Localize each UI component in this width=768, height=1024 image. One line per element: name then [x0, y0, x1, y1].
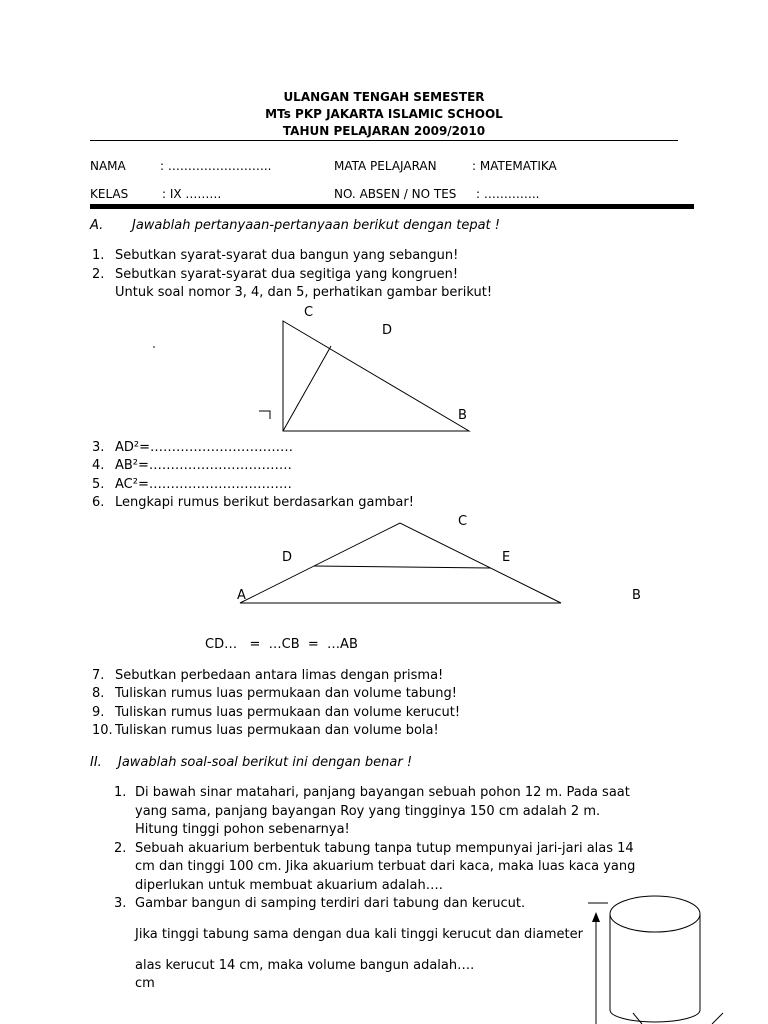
q8-number: 8.: [92, 686, 105, 701]
similarity-formula: CD… = …CB = …AB: [205, 637, 358, 652]
kelas-label: KELAS: [90, 187, 129, 201]
fig1-label-b: B: [458, 408, 467, 423]
essay3-line: alas kerucut 14 cm, maka volume bangun adalah….: [135, 958, 475, 973]
q2-text: Sebutkan syarat-syarat dua segitiga yang kongruen!: [115, 267, 459, 282]
q4-number: 4.: [92, 458, 105, 473]
fig2-label-b: B: [632, 588, 641, 603]
essay3-line: cm: [135, 976, 155, 991]
fig1-label-d: D: [382, 323, 393, 338]
school-name: MTs PKP JAKARTA ISLAMIC SCHOOL: [265, 107, 503, 121]
nama-label: NAMA: [90, 159, 126, 173]
q7-text: Sebutkan perbedaan antara limas dengan prisma!: [115, 668, 444, 683]
q9-number: 9.: [92, 705, 105, 720]
section-a-title: Jawablah pertanyaan-pertanyaan berikut dengan tepat !: [132, 218, 500, 233]
q10-text: Tuliskan rumus luas permukaan dan volume bola!: [115, 723, 439, 738]
q3-number: 3.: [92, 440, 105, 455]
essay2-line: Sebuah akuarium berbentuk tabung tanpa tutup mempunyai jari-jari alas 14: [135, 841, 634, 856]
essay3-line: Gambar bangun di samping terdiri dari tabung dan kerucut.: [135, 896, 526, 911]
q5-text: AC²=……………………………: [115, 477, 292, 492]
q4-text: AB²=……………………………: [115, 458, 292, 473]
academic-year: TAHUN PELAJARAN 2009/2010: [282, 124, 486, 138]
section-b-marker: II.: [90, 755, 102, 770]
essay2-line: diperlukan untuk membuat akuarium adalah….: [135, 878, 443, 893]
fig2-label-c: C: [458, 514, 468, 529]
kelas-field: : IX ………: [162, 187, 222, 201]
essay2-line: cm dan tinggi 100 cm. Jika akuarium terbuat dari kaca, maka luas kaca yang: [135, 859, 636, 874]
essay1-line: Di bawah sinar matahari, panjang bayangan sebuah pohon 12 m. Pada saat: [135, 785, 630, 800]
q7-number: 7.: [92, 668, 105, 683]
q3-text: AD²=……………………………: [115, 440, 294, 455]
q6-text: Lengkapi rumus berikut berdasarkan gambar!: [115, 495, 414, 510]
section-b-title: Jawablah soal-soal berikut ini dengan benar !: [118, 755, 413, 770]
essay1-line: Hitung tinggi pohon sebenarnya!: [135, 822, 350, 837]
fig2-label-d: D: [282, 550, 293, 565]
figure-note: Untuk soal nomor 3, 4, dan 5, perhatikan gambar berikut!: [115, 285, 493, 300]
nama-field: : ……………………..: [160, 159, 272, 173]
q1-text: Sebutkan syarat-syarat dua bangun yang sebangun!: [115, 248, 459, 263]
q10-number: 10.: [92, 723, 113, 738]
essay2-number: 2.: [114, 841, 127, 856]
q1-number: 1.: [92, 248, 105, 263]
q9-text: Tuliskan rumus luas permukaan dan volume kerucut!: [115, 705, 461, 720]
absen-label: NO. ABSEN / NO TES: [334, 187, 457, 201]
essay3-number: 3.: [114, 896, 127, 911]
absen-field: : …………..: [476, 187, 540, 201]
essay1-line: yang sama, panjang bayangan Roy yang tingginya 150 cm adalah 2 m.: [135, 804, 601, 819]
exam-title: ULANGAN TENGAH SEMESTER: [283, 90, 485, 104]
fig2-label-e: E: [502, 550, 511, 565]
fig1-label-c: C: [304, 305, 314, 320]
q6-number: 6.: [92, 495, 105, 510]
fig2-label-a: A: [237, 588, 246, 603]
q8-text: Tuliskan rumus luas permukaan dan volume tabung!: [115, 686, 457, 701]
mapel-label: MATA PELAJARAN: [334, 159, 437, 173]
q5-number: 5.: [92, 477, 105, 492]
mapel-value: : MATEMATIKA: [472, 159, 557, 173]
q2-number: 2.: [92, 267, 105, 282]
essay1-number: 1.: [114, 785, 127, 800]
essay3-line: Jika tinggi tabung sama dengan dua kali tinggi kerucut dan diameter: [135, 927, 583, 942]
section-a-marker: A.: [90, 218, 104, 233]
